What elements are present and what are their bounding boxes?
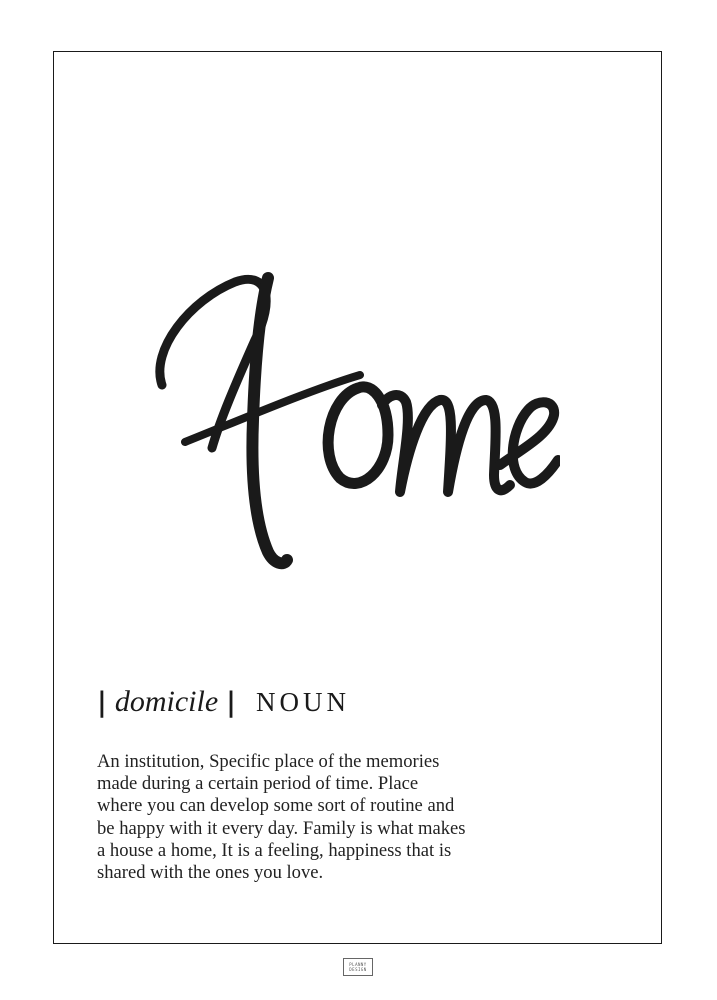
letter-e (500, 402, 558, 483)
entry-term: domicile (114, 685, 219, 718)
definition-line: be happy with it every day. Family is what makes (97, 817, 466, 839)
definition-line: where you can develop some sort of routine and (97, 795, 455, 817)
definition-paragraph (97, 751, 531, 884)
entry-bar-left: | (97, 686, 107, 718)
letter-h-right-stroke (252, 278, 287, 563)
brand-logo-icon (343, 958, 373, 976)
entry-part-of-speech: NOUN (255, 686, 350, 717)
definition-line: a house a home, It is a feeling, happiness that is (97, 839, 452, 861)
brand-logo-line2: DESIGN (349, 967, 367, 972)
dictionary-entry-line (97, 682, 350, 722)
title-script (150, 270, 560, 580)
definition-line: shared with the ones you love. (97, 862, 324, 884)
title-script-lettering (150, 270, 560, 580)
letter-m (382, 395, 510, 492)
entry-bar-right: | (226, 686, 236, 718)
definition-line: An institution, Specific place of the memories (97, 751, 440, 772)
brand-logo-line1: PLANNY (349, 962, 367, 967)
definition-line: made during a certain period of time. Place (97, 773, 419, 795)
